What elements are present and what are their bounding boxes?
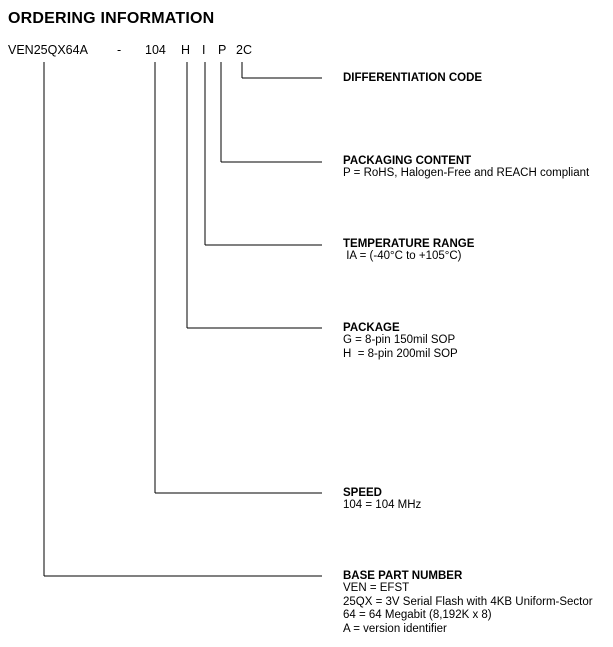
- section-package: [343, 322, 458, 361]
- section-speed: [343, 487, 421, 513]
- part-differentiation-code: 2C: [236, 43, 252, 57]
- section-line: IA = (-40°C to +105°C): [343, 250, 462, 262]
- section-title: PACKAGE: [343, 322, 400, 334]
- part-packaging-code: P: [218, 43, 227, 57]
- part-speed-code: 104: [145, 43, 166, 57]
- page-title: ORDERING INFORMATION: [8, 10, 215, 27]
- section-differentiation: [343, 72, 482, 84]
- section-line: 104 = 104 MHz: [343, 499, 422, 511]
- section-line: 25QX = 3V Serial Flash with 4KB Uniform-Sector: [343, 595, 593, 608]
- section-line: A = version identifier: [343, 622, 447, 635]
- part-temperature-code: I: [202, 43, 206, 57]
- section-line: 64 = 64 Megabit (8,192K x 8): [343, 609, 492, 621]
- section-title: PACKAGING CONTENT: [343, 155, 472, 167]
- section-title: DIFFERENTIATION CODE: [343, 72, 483, 84]
- section-base-part-number: [343, 570, 593, 636]
- section-title: TEMPERATURE RANGE: [343, 238, 475, 250]
- section-line: VEN = EFST: [343, 582, 410, 594]
- section-line: P = RoHS, Halogen-Free and REACH compliant: [343, 167, 590, 179]
- section-temperature: [343, 238, 474, 264]
- part-package-code: H: [181, 43, 191, 57]
- section-packaging: [343, 155, 589, 181]
- part-separator: -: [117, 43, 122, 57]
- section-line: H = 8-pin 200mil SOP: [343, 347, 458, 360]
- section-title: BASE PART NUMBER: [343, 570, 463, 582]
- part-base-code: VEN25QX64A: [8, 43, 88, 57]
- section-line: G = 8-pin 150mil SOP: [343, 334, 456, 346]
- section-title: SPEED: [343, 487, 382, 499]
